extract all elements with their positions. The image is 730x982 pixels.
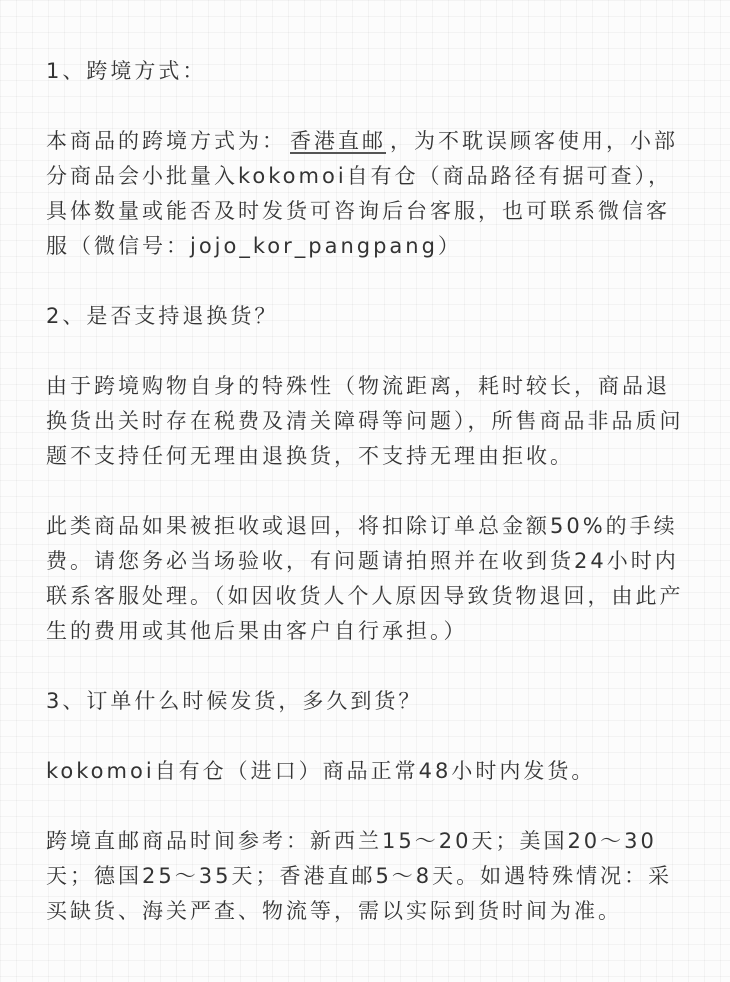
spacer (46, 264, 686, 299)
shipping-paragraph-1: kokomoi自有仓（进口）商品正常48小时内发货。 (46, 759, 596, 783)
notice-content (46, 54, 686, 929)
returns-paragraph-1: 由于跨境购物自身的特殊性（物流距离，耗时较长，商品退换货出关时存在税费及清关障碍等问题），所售商品非品质问题不支持任何无理由退换货，不支持无理由拒收。 (46, 374, 684, 468)
returns-paragraph-2: 此类商品如果被拒收或退回，将扣除订单总金额50%的手续费。请您务必当场验收，有问题请拍照并在收到货24小时内联系客服处理。（如因收货人个人原因导致货物退回，由此产生的费用或其他后果由客户自行承担。） (46, 514, 684, 643)
section-heading-returns: 2、是否支持退换货？ (46, 304, 279, 328)
cross-border-details: ，为不耽误顾客使用，小部分商品会小批量入kokomoi自有仓（商品路径有据可查），具体数量或能否及时发货可咨询后台客服，也可联系微信客服（微信号：jojo_kor_pangpang） (46, 129, 678, 258)
cross-border-method: 香港直邮 (290, 129, 386, 153)
spacer (46, 719, 686, 754)
shipping-paragraph-2: 跨境直邮商品时间参考：新西兰15～20天；美国20～30天；德国25～35天；香港直邮5～8天。如遇特殊情况：采买缺货、海关严查、物流等，需以实际到货时间为准。 (46, 829, 673, 923)
spacer (46, 649, 686, 684)
spacer (46, 474, 686, 509)
spacer (46, 789, 686, 824)
section-heading-shipping: 3、订单什么时候发货，多久到货？ (46, 689, 423, 713)
section-heading-cross-border: 1、跨境方式： (46, 59, 207, 83)
cross-border-paragraph (46, 124, 686, 264)
spacer (46, 89, 686, 124)
cross-border-prefix: 本商品的跨境方式为： (46, 129, 286, 153)
spacer (46, 334, 686, 369)
